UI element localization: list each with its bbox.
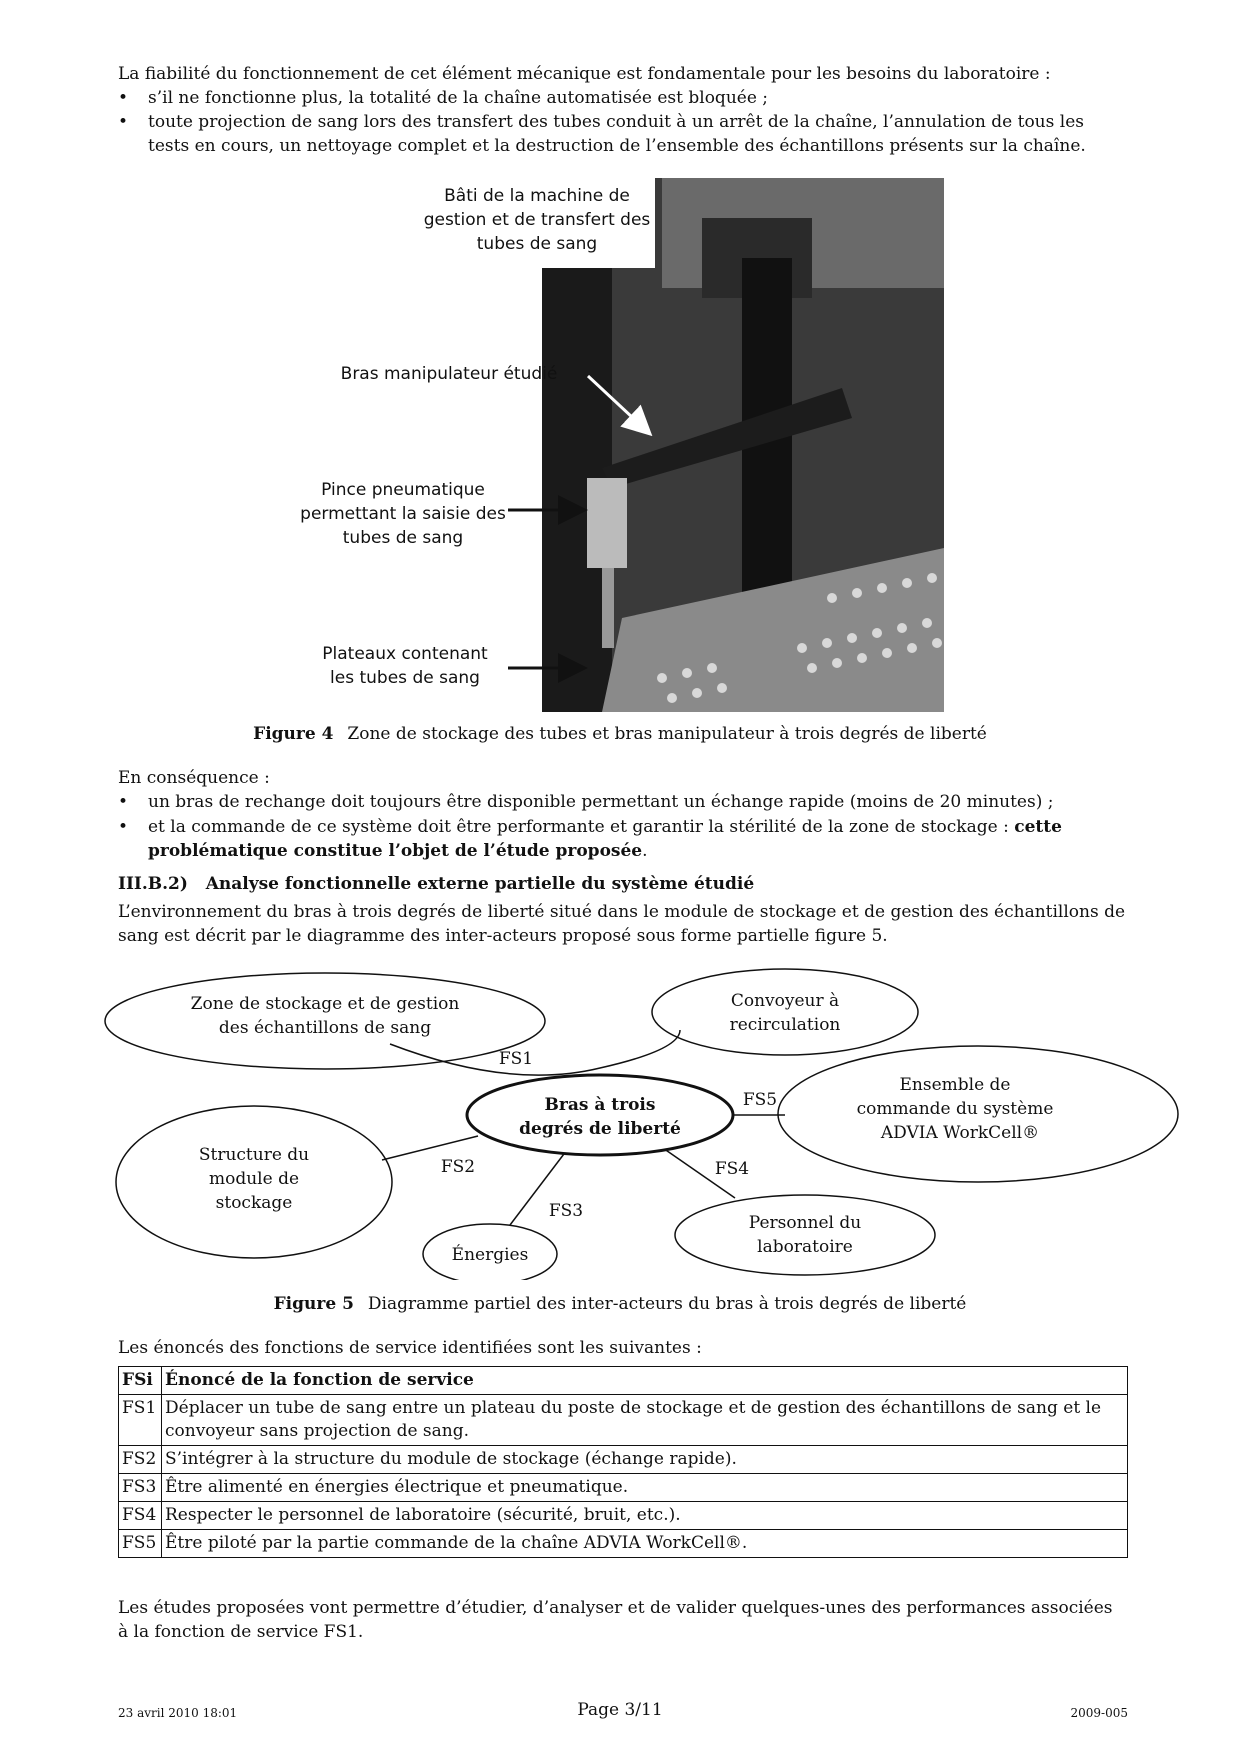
fs1-label: FS1 — [498, 1049, 534, 1069]
row-id: FS3 — [119, 1474, 162, 1502]
fs5-label: FS5 — [742, 1090, 778, 1110]
fs4-label: FS4 — [714, 1159, 750, 1179]
fs3-label: FS3 — [548, 1201, 584, 1221]
energies-label: Énergies — [451, 1245, 529, 1265]
header-enonce: Énoncé de la fonction de service — [162, 1367, 1128, 1395]
structure-line-1: Structure du — [198, 1145, 310, 1165]
header-fsi: FSi — [119, 1367, 162, 1395]
ensemble-line-3: ADVIA WorkCell® — [880, 1123, 1040, 1143]
personnel-line-1: Personnel du — [748, 1213, 862, 1233]
intro-text: La fiabilité du fonctionnement de cet élément mécanique est fondamentale pour les besoins du laboratoire : — [118, 64, 1051, 84]
section-text: L’environnement du bras à trois degrés de liberté situé dans le module de stockage et de gestion des échantillons de sang est décrit par le diagramme des inter-acteurs proposé sous forme partielle figure 5. — [118, 902, 1126, 946]
row-id: FS1 — [119, 1395, 162, 1446]
convoyeur-line-1: Convoyeur à — [730, 991, 840, 1011]
row-text: Déplacer un tube de sang entre un plateau du poste de stockage et de gestion des échantillons de sang et le convoyeur sans projection de sang. — [162, 1395, 1128, 1446]
zone-line-1: Zone de stockage et de gestion — [190, 994, 460, 1014]
table-row — [119, 1530, 1128, 1558]
personnel-ellipse — [675, 1195, 935, 1275]
row-id: FS4 — [119, 1502, 162, 1530]
interactor-diagram — [0, 960, 1240, 1280]
bras-line-2: degrés de liberté — [519, 1119, 681, 1139]
personnel-line-2: laboratoire — [757, 1237, 853, 1257]
footer-date: 23 avril 2010 18:01 — [118, 1706, 238, 1720]
label-bati: Bâti de la machine de gestion et de transfert des tubes de sang — [423, 186, 651, 254]
bras-line-1: Bras à trois — [544, 1095, 656, 1115]
table-row — [119, 1474, 1128, 1502]
row-id: FS2 — [119, 1446, 162, 1474]
convoyeur-ellipse — [652, 969, 918, 1055]
figure4-arrows — [0, 0, 1240, 760]
table-row — [119, 1395, 1128, 1446]
fs2-label: FS2 — [440, 1157, 476, 1177]
consequence-bullet-1: • un bras de rechange doit toujours être disponible permettant un échange rapide (moins de 20 minutes) ; — [118, 792, 1054, 812]
ensemble-line-1: Ensemble de — [899, 1075, 1011, 1095]
label-pince: Pince pneumatique permettant la saisie des tubes de sang — [300, 480, 506, 548]
zone-line-2: des échantillons de sang — [218, 1018, 432, 1038]
intro-bullet-1: • s’il ne fonctionne plus, la totalité de la chaîne automatisée est bloquée ; — [118, 88, 769, 108]
figure4-caption: Figure 4 Zone de stockage des tubes et bras manipulateur à trois degrés de liberté — [253, 724, 987, 744]
consequence-bullet-2: • et la commande de ce système doit être performante et garantir la stérilité de la zone de stockage : cette problématique constitue l’objet de l’étude proposée. — [118, 817, 1062, 861]
ensemble-line-2: commande du système — [856, 1099, 1054, 1119]
closing-text: Les études proposées vont permettre d’étudier, d’analyser et de valider quelques-unes des performances associées à la fonction de service FS1. — [118, 1598, 1113, 1642]
convoyeur-line-2: recirculation — [729, 1015, 841, 1035]
row-text: Être piloté par la partie commande de la chaîne ADVIA WorkCell®. — [162, 1530, 1128, 1558]
footer-code: 2009-005 — [1070, 1706, 1128, 1720]
row-id: FS5 — [119, 1530, 162, 1558]
table-row — [119, 1502, 1128, 1530]
intro-bullet-2: • toute projection de sang lors des transfert des tubes conduit à un arrêt de la chaîne, l’annulation de tous les tests en cours, un nettoyage complet et la destruction de l’ensemble des échantillons présents sur la chaîne. — [118, 112, 1086, 156]
table-intro: Les énoncés des fonctions de service identifiées sont les suivantes : — [118, 1338, 702, 1358]
label-bras: Bras manipulateur étudié — [340, 364, 558, 384]
consequence-text: En conséquence : — [118, 768, 270, 788]
bras-ellipse — [467, 1075, 733, 1155]
row-text: S’intégrer à la structure du module de stockage (échange rapide). — [162, 1446, 1128, 1474]
fs1-link — [390, 1030, 680, 1075]
footer-page: Page 3/11 — [577, 1700, 663, 1720]
row-text: Être alimenté en énergies électrique et pneumatique. — [162, 1474, 1128, 1502]
service-functions-table — [118, 1366, 1128, 1558]
label-plateaux: Plateaux contenant les tubes de sang — [322, 644, 488, 688]
structure-line-2: module de — [208, 1169, 300, 1189]
table-row — [119, 1446, 1128, 1474]
row-text: Respecter le personnel de laboratoire (sécurité, bruit, etc.). — [162, 1502, 1128, 1530]
section-heading: III.B.2) Analyse fonctionnelle externe partielle du système étudié — [118, 874, 755, 894]
structure-line-3: stockage — [215, 1193, 293, 1213]
figure5-caption: Figure 5 Diagramme partiel des inter-acteurs du bras à trois degrés de liberté — [273, 1294, 967, 1314]
table-header-row — [119, 1367, 1128, 1395]
